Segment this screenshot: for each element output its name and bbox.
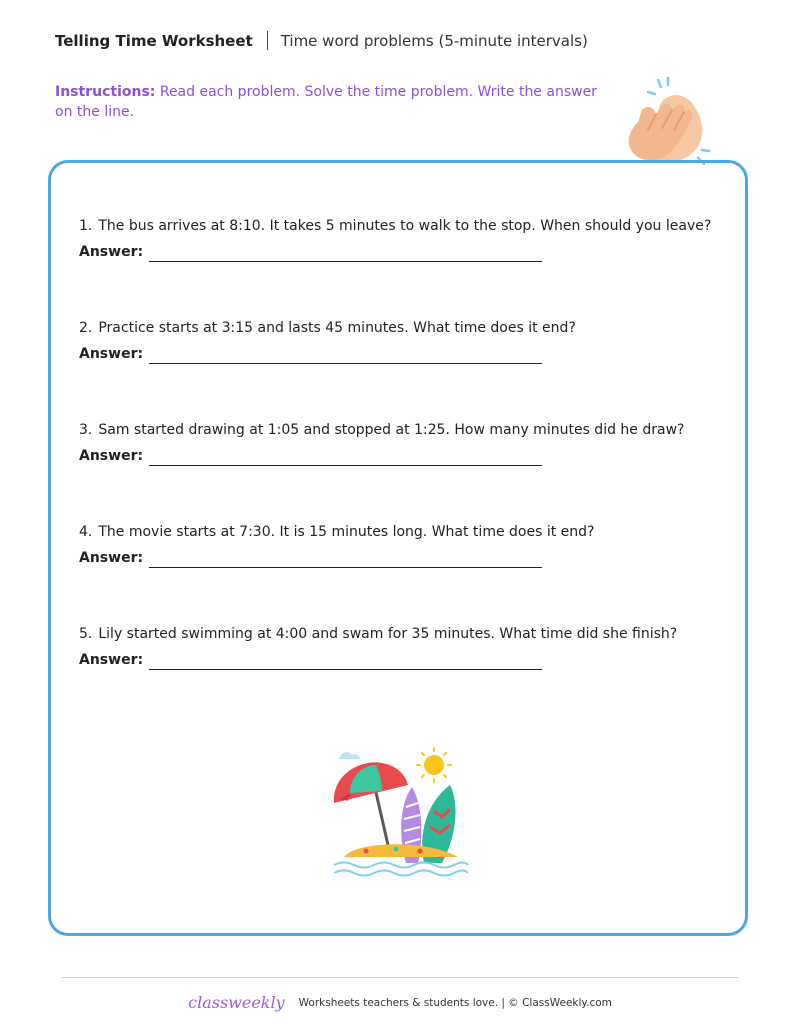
answer-line[interactable] (149, 567, 542, 568)
problem-number: 3. (79, 422, 93, 438)
problem-2 (79, 320, 719, 370)
worksheet-header (55, 31, 588, 50)
problem-question (79, 218, 719, 234)
footer-text: Worksheets teachers & students love. | © ClassWeekly.com (298, 996, 612, 1009)
classweekly-logo: classweekly (188, 993, 285, 1012)
problem-5 (79, 626, 719, 676)
worksheet-title: Telling Time Worksheet (55, 31, 253, 50)
problem-text: The bus arrives at 8:10. It takes 5 minutes to walk to the stop. When should you leave? (98, 218, 712, 234)
problem-number: 1. (79, 218, 93, 234)
problem-1 (79, 218, 719, 268)
problem-text: Practice starts at 3:15 and lasts 45 minutes. What time does it end? (98, 320, 576, 336)
problem-text: Lily started swimming at 4:00 and swam for 35 minutes. What time did she finish? (98, 626, 678, 642)
answer-row (79, 244, 719, 268)
answer-label: Answer: (79, 448, 144, 464)
answer-label: Answer: (79, 652, 144, 668)
problem-question (79, 626, 719, 642)
answer-line[interactable] (149, 669, 542, 670)
instructions-text: Read each problem. Solve the time problem. Write the answer on the line. (55, 84, 597, 120)
header-divider (267, 31, 268, 50)
problem-number: 4. (79, 524, 93, 540)
answer-row (79, 346, 719, 370)
answer-line[interactable] (149, 261, 542, 262)
footer-divider (62, 977, 738, 978)
problem-question (79, 422, 719, 438)
answer-row (79, 448, 719, 472)
answer-line[interactable] (149, 363, 542, 364)
problem-4 (79, 524, 719, 574)
answer-label: Answer: (79, 550, 144, 566)
problem-number: 5. (79, 626, 93, 642)
answer-row (79, 550, 719, 574)
problem-question (79, 524, 719, 540)
answer-row (79, 652, 719, 676)
worksheet-subtitle: Time word problems (5-minute intervals) (280, 31, 588, 50)
instructions (55, 82, 600, 122)
answer-label: Answer: (79, 346, 144, 362)
footer (0, 993, 800, 1012)
instructions-lead: Instructions: (55, 84, 156, 100)
problem-number: 2. (79, 320, 93, 336)
answer-label: Answer: (79, 244, 144, 260)
problem-text: The movie starts at 7:30. It is 15 minutes long. What time does it end? (98, 524, 595, 540)
beach-island-icon (330, 745, 470, 885)
answer-line[interactable] (149, 465, 542, 466)
problem-text: Sam started drawing at 1:05 and stopped at 1:25. How many minutes did he draw? (98, 422, 685, 438)
problem-3 (79, 422, 719, 472)
problem-question (79, 320, 719, 336)
